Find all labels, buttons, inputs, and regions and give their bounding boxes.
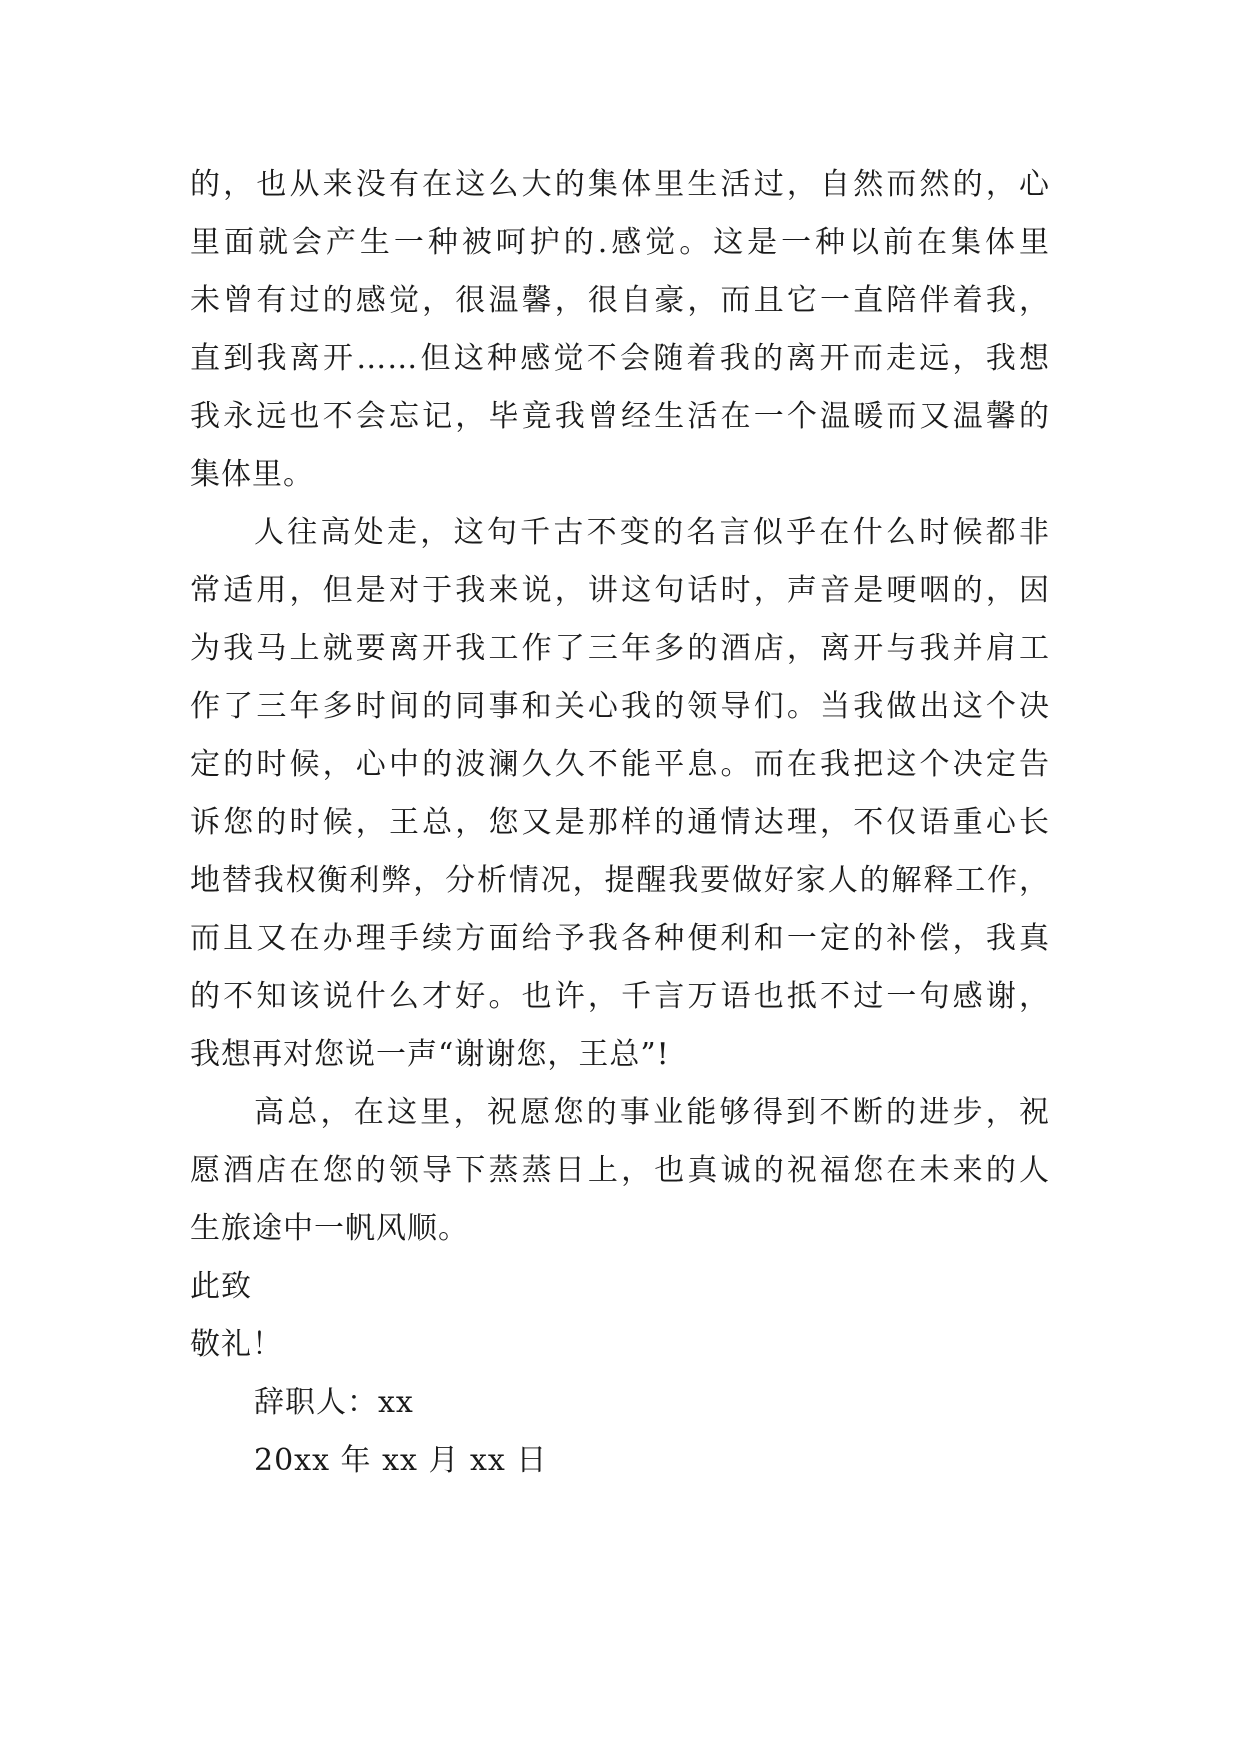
text-line: 的，也从来没有在这么大的集体里生活过，自然而然的，心 [190, 167, 1050, 202]
text-line: 我永远也不会忘记，毕竟我曾经生活在一个温暖而又温馨的 [190, 399, 1050, 434]
text-line: 的不知该说什么才好。也许，千言万语也抵不过一句感谢， [190, 979, 1050, 1014]
text-line: 生旅途中一帆风顺。 [190, 1211, 469, 1246]
text-line: 地替我权衡利弊，分析情况，提醒我要做好家人的解释工作， [190, 863, 1050, 898]
signer-name: 辞职人：xx [254, 1385, 414, 1420]
text-line: 直到我离开……但这种感觉不会随着我的离开而走远，我想 [190, 341, 1050, 376]
signature-date: 20xx 年 xx 月 xx 日 [254, 1443, 548, 1478]
text-line: 未曾有过的感觉，很温馨，很自豪，而且它一直陪伴着我， [190, 283, 1050, 318]
text-line: 我想再对您说一声“谢谢您，王总”! [190, 1037, 670, 1072]
text-line: 定的时候，心中的波澜久久不能平息。而在我把这个决定告 [190, 747, 1050, 782]
text-line: 愿酒店在您的领导下蒸蒸日上，也真诚的祝福您在未来的人 [190, 1153, 1050, 1188]
paragraph-1 [190, 156, 1050, 504]
text-line: 集体里。 [190, 457, 314, 492]
text-line: 为我马上就要离开我工作了三年多的酒店，离开与我并肩工 [190, 631, 1050, 666]
closing-salutation: 此致 [190, 1269, 252, 1304]
text-line: 人往高处走，这句千古不变的名言似乎在什么时候都非 [254, 515, 1050, 550]
text-line: 常适用，但是对于我来说，讲这句话时，声音是哽咽的，因 [190, 573, 1050, 608]
text-line: 诉您的时候，王总，您又是那样的通情达理，不仅语重心长 [190, 805, 1050, 840]
text-line: 作了三年多时间的同事和关心我的领导们。当我做出这个决 [190, 689, 1050, 724]
letter-body [190, 156, 1050, 1490]
closing-regards: 敬礼！ [190, 1327, 283, 1362]
paragraph-2 [190, 504, 1050, 1084]
paragraph-3 [190, 1084, 1050, 1258]
text-line: 里面就会产生一种被呵护的.感觉。这是一种以前在集体里 [190, 225, 1050, 260]
text-line: 高总，在这里，祝愿您的事业能够得到不断的进步，祝 [254, 1095, 1050, 1130]
text-line: 而且又在办理手续方面给予我各种便利和一定的补偿，我真 [190, 921, 1050, 956]
